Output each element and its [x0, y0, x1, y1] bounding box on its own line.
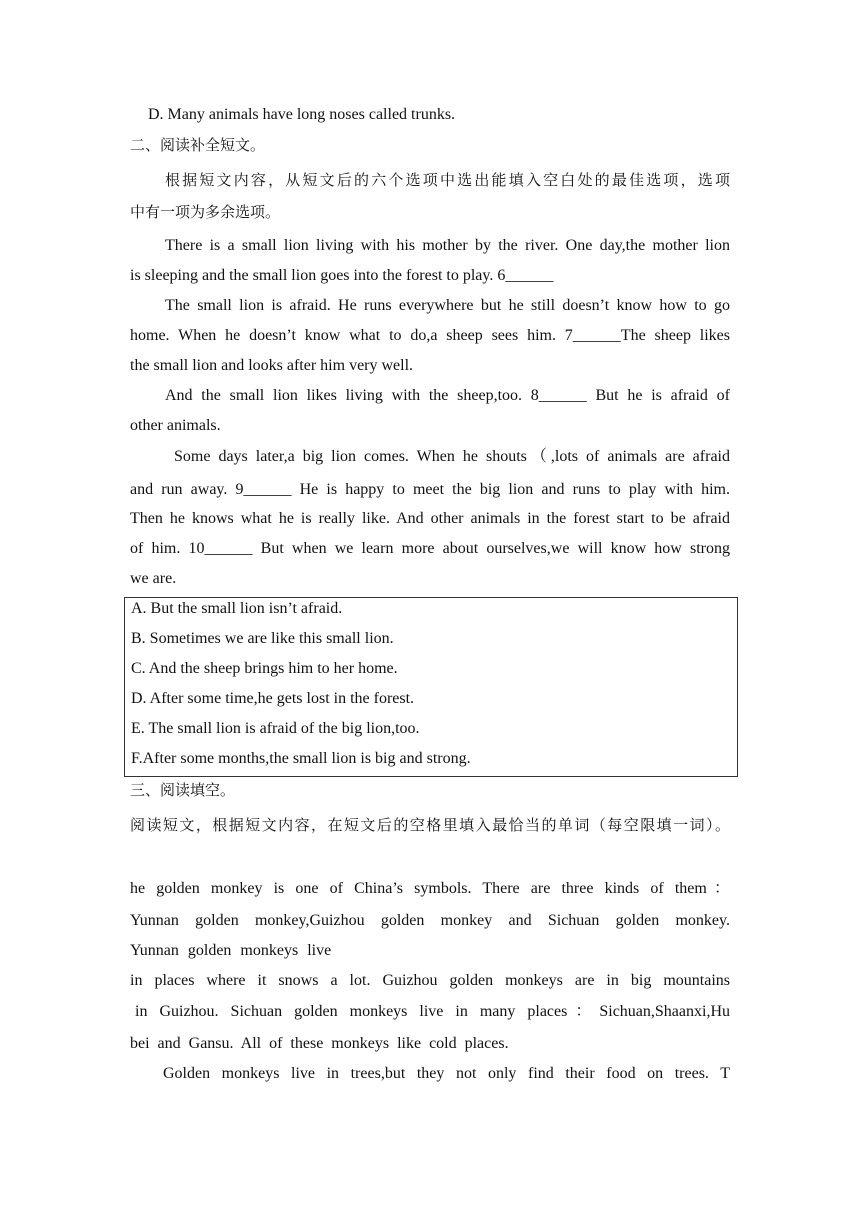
- passage2-line: Yunnan golden monkeys live: [130, 942, 332, 959]
- options-box: [124, 597, 738, 777]
- passage-line: home. When he doesn’t know what to do,a sheep sees him. 7______The sheep likes: [130, 327, 730, 344]
- passage-line: There is a small lion living with his mother by the river. One day,the mother lion: [165, 237, 730, 254]
- option-c: C. And the sheep brings him to her home.: [131, 660, 398, 677]
- instructions-line-2: 中有一项为多余选项。: [130, 203, 281, 221]
- section-two-heading: 二、阅读补全短文。: [130, 136, 266, 154]
- section-three-heading: 三、阅读填空。: [130, 781, 236, 799]
- option-b: B. Sometimes we are like this small lion.: [131, 630, 394, 647]
- passage-line: is sleeping and the small lion goes into the forest to play. 6______: [130, 267, 554, 284]
- passage-line: The small lion is afraid. He runs everywhere but he still doesn’t know how to go: [165, 297, 730, 314]
- passage-line: we are.: [130, 570, 177, 587]
- passage-line: the small lion and looks after him very well.: [130, 357, 414, 374]
- section-three-instructions: 阅读短文，根据短文内容，在短文后的空格里填入最恰当的单词（每空限填一词）。: [130, 816, 730, 834]
- option-d-previous: D. Many animals have long noses called trunks.: [148, 106, 456, 123]
- passage-line: of him. 10______ But when we learn more about ourselves,we will know how strong: [130, 540, 730, 557]
- instructions-line-1: 根据短文内容，从短文后的六个选项中选出能填入空白处的最佳选项，选项: [165, 171, 730, 189]
- passage2-line: he golden monkey is one of China’s symbols. There are three kinds of them：: [130, 880, 730, 897]
- passage-line: and run away. 9______ He is happy to meet the big lion and runs to play with him.: [130, 481, 730, 498]
- passage2-line: Golden monkeys live in trees,but they not only find their food on trees. T: [163, 1065, 730, 1082]
- passage2-line: Yunnan golden monkey,Guizhou golden monkey and Sichuan golden monkey.: [130, 912, 730, 929]
- passage-line: other animals.: [130, 417, 221, 434]
- passage-line: Some days later,a big lion comes. When he shouts（,lots of animals are afraid: [174, 448, 730, 465]
- passage-line: Then he knows what he is really like. And other animals in the forest start to be afraid: [130, 510, 730, 527]
- option-e: E. The small lion is afraid of the big lion,too.: [131, 720, 420, 737]
- passage2-line: in places where it snows a lot. Guizhou golden monkeys are in big mountains: [130, 972, 730, 989]
- option-d: D. After some time,he gets lost in the forest.: [131, 690, 415, 707]
- option-f: F.After some months,the small lion is big and strong.: [131, 750, 471, 767]
- passage2-line: in Guizhou. Sichuan golden monkeys live in many places：Sichuan,Shaanxi,Hu: [135, 1003, 730, 1020]
- option-a: A. But the small lion isn’t afraid.: [131, 600, 343, 617]
- passage-line: And the small lion likes living with the sheep,too. 8______ But he is afraid of: [165, 387, 730, 404]
- passage2-line: bei and Gansu. All of these monkeys like cold places.: [130, 1035, 509, 1052]
